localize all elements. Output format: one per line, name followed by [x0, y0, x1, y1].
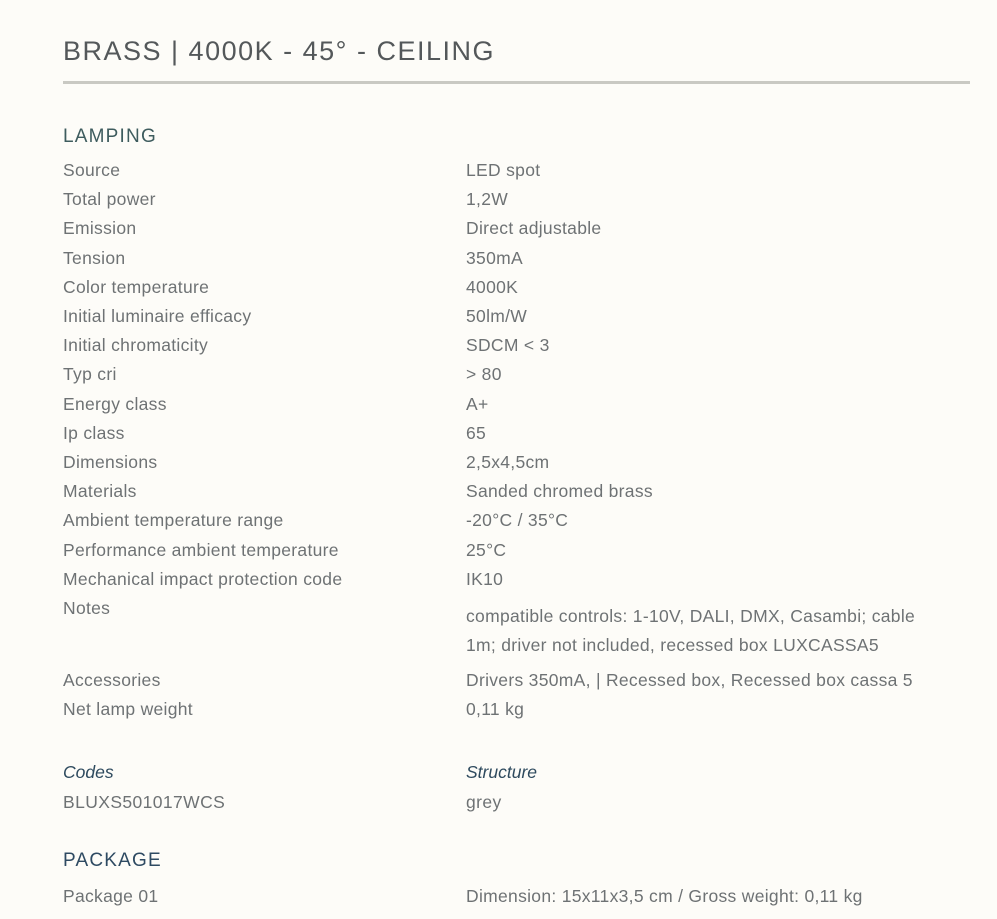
- package-spec-list: [63, 882, 957, 911]
- spec-value: Direct adjustable: [466, 218, 602, 239]
- spec-row-energy-class: [63, 390, 957, 419]
- spec-label: Color temperature: [63, 276, 210, 297]
- spec-row-notes: [63, 594, 957, 666]
- package-section-heading: PACKAGE: [63, 850, 162, 872]
- page-title: BRASS | 4000K - 45° - CEILING: [63, 36, 495, 66]
- spec-label: Emission: [63, 218, 137, 239]
- lamping-spec-list: [63, 156, 957, 724]
- spec-label: Ambient temperature range: [63, 510, 284, 531]
- spec-label: Energy class: [63, 393, 167, 414]
- spec-row-typ-cri: [63, 360, 957, 389]
- spec-value: 2,5x4,5cm: [466, 452, 550, 473]
- codes-value: BLUXS501017WCS: [63, 792, 226, 813]
- spec-row-tension: [63, 244, 957, 273]
- spec-label: Mechanical impact protection code: [63, 568, 343, 589]
- spec-row-source: [63, 156, 957, 185]
- spec-row-mechanical-impact-protection-code: [63, 565, 957, 594]
- spec-value: SDCM < 3: [466, 335, 550, 356]
- structure-column: [466, 758, 957, 818]
- spec-row-package-01: [63, 882, 957, 911]
- spec-row-performance-ambient-temperature: [63, 536, 957, 565]
- spec-value: 1,2W: [466, 189, 509, 210]
- spec-row-ip-class: [63, 419, 957, 448]
- spec-value: > 80: [466, 364, 502, 385]
- spec-label: Net lamp weight: [63, 699, 193, 720]
- spec-value: Drivers 350mA, | Recessed box, Recessed box cassa 5: [466, 670, 913, 691]
- spec-value: 350mA: [466, 247, 523, 268]
- spec-label: Accessories: [63, 670, 161, 691]
- spec-row-materials: [63, 477, 957, 506]
- spec-value: Sanded chromed brass: [466, 481, 653, 502]
- spec-value: A+: [466, 393, 489, 414]
- spec-row-color-temperature: [63, 273, 957, 302]
- spec-label: Package 01: [63, 886, 159, 907]
- spec-value: 50lm/W: [466, 306, 528, 327]
- spec-row-total-power: [63, 185, 957, 214]
- spec-label: Typ cri: [63, 364, 117, 385]
- spec-value: 25°C: [466, 539, 507, 560]
- title-divider: [63, 81, 970, 84]
- codes-heading: Codes: [63, 762, 114, 783]
- spec-row-ambient-temperature-range: [63, 506, 957, 535]
- spec-label: Materials: [63, 481, 137, 502]
- structure-heading: Structure: [466, 762, 537, 783]
- spec-row-initial-chromaticity: [63, 331, 957, 360]
- spec-row-accessories: [63, 666, 957, 695]
- spec-label: Dimensions: [63, 452, 158, 473]
- spec-value: 65: [466, 422, 487, 443]
- spec-row-net-lamp-weight: [63, 695, 957, 724]
- spec-value: IK10: [466, 568, 504, 589]
- spec-label: Source: [63, 160, 121, 180]
- spec-row-dimensions: [63, 448, 957, 477]
- spec-label: Total power: [63, 189, 156, 210]
- spec-label: Tension: [63, 247, 126, 268]
- spec-value: 4000K: [466, 276, 519, 297]
- spec-row-emission: [63, 214, 957, 243]
- spec-label: Initial chromaticity: [63, 335, 209, 356]
- spec-label: Notes: [63, 598, 111, 619]
- spec-row-initial-luminaire-efficacy: [63, 302, 957, 331]
- spec-value: compatible controls: 1-10V, DALI, DMX, Casambi; cable 1m; driver not included, recessed box LUXCASSA5: [466, 606, 916, 656]
- spec-label: Performance ambient temperature: [63, 539, 339, 560]
- spec-label: Ip class: [63, 422, 125, 443]
- structure-value: grey: [466, 792, 502, 813]
- codes-column: [63, 758, 466, 818]
- spec-label: Initial luminaire efficacy: [63, 306, 252, 327]
- spec-value: Dimension: 15x11x3,5 cm / Gross weight: 0,11 kg: [466, 886, 863, 907]
- codes-structure-section: [63, 758, 957, 818]
- lamping-section-heading: LAMPING: [63, 126, 157, 147]
- spec-value: LED spot: [466, 160, 541, 180]
- spec-value: 0,11 kg: [466, 699, 525, 720]
- spec-value: -20°C / 35°C: [466, 510, 569, 531]
